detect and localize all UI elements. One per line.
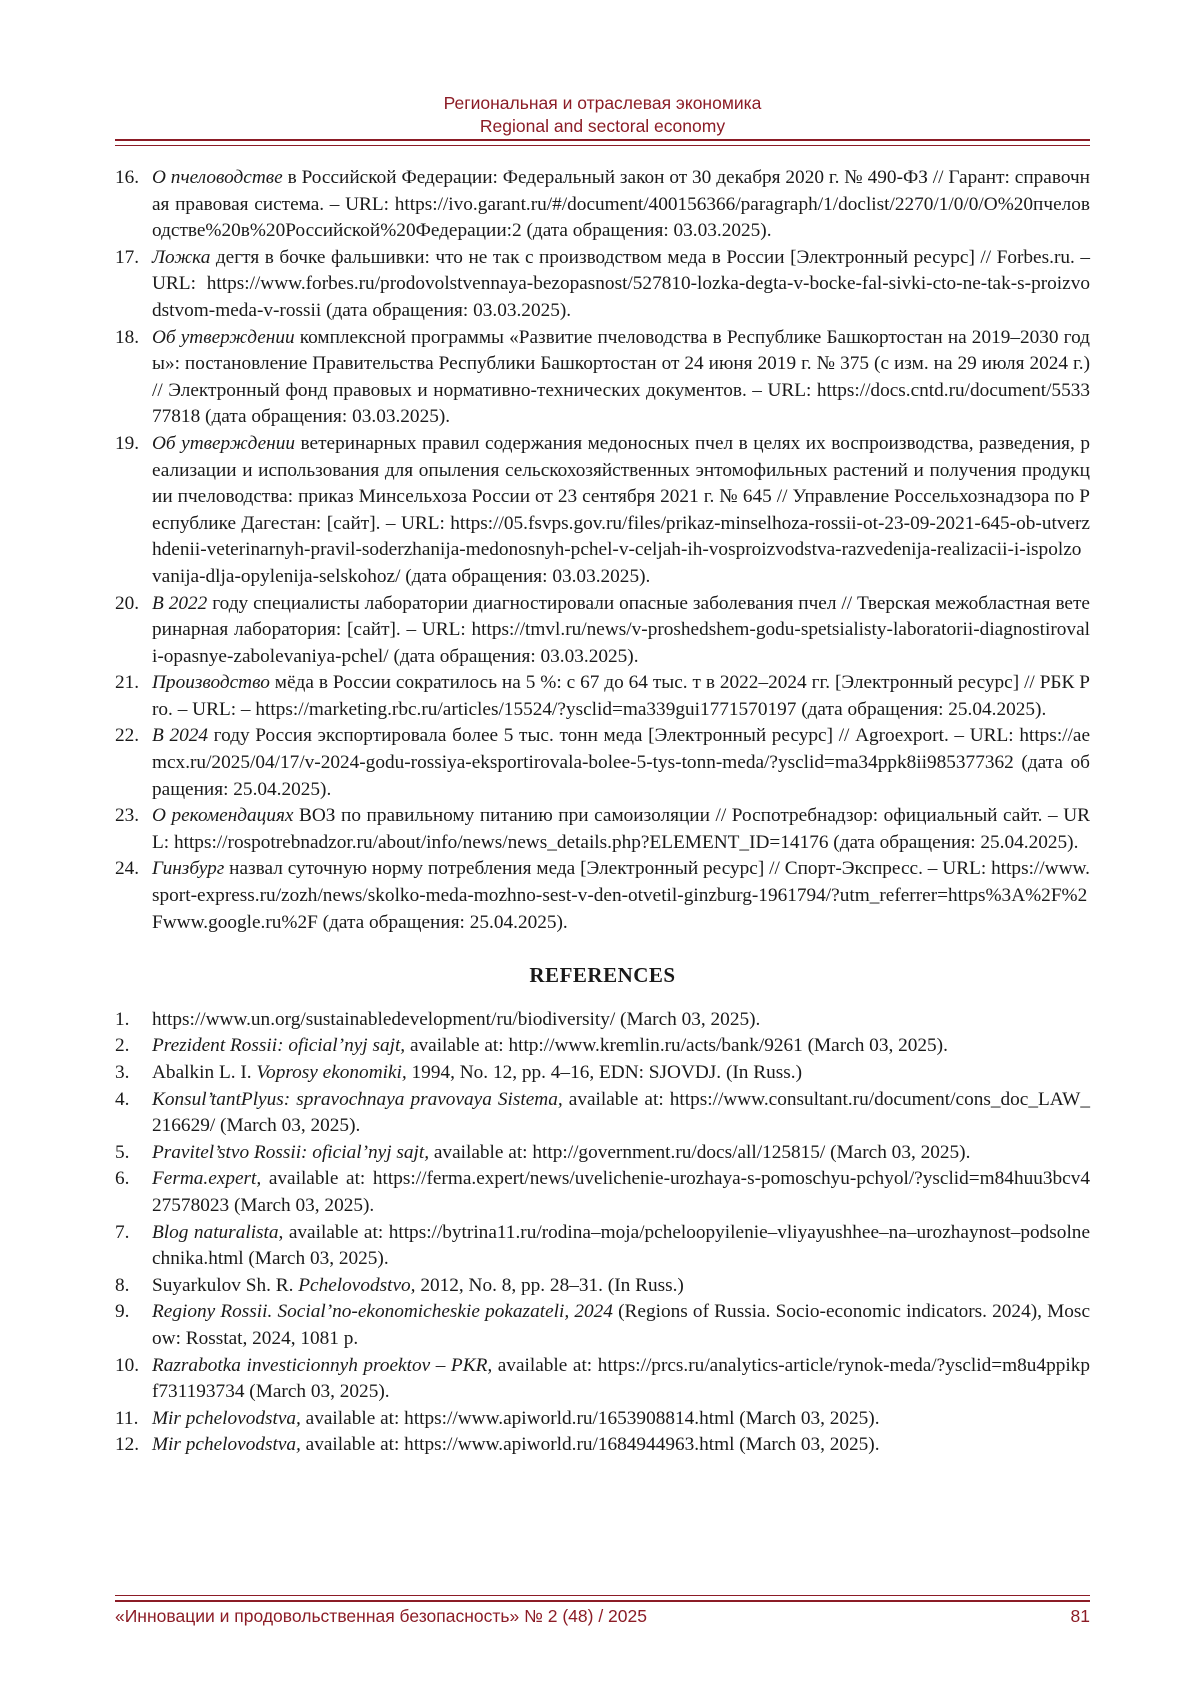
header-rule-thick (115, 139, 1090, 141)
reference-title: Regiony Rossii. Social’no-ekonomicheskie pokazateli, 2024 (152, 1301, 613, 1323)
reference-number: 16. (115, 167, 140, 188)
reference-item (115, 1060, 1090, 1087)
reference-number: 7. (115, 1221, 130, 1243)
page-content (115, 165, 1090, 1459)
reference-number: 18. (115, 326, 140, 348)
reference-item (115, 1273, 1090, 1300)
running-header-ru: Региональная и отраслевая экономика (443, 93, 762, 113)
reference-title: Pravitel’stvo Rossii: oficial’nyj sajt, (152, 1141, 430, 1163)
page-number: 81 (1070, 1606, 1090, 1626)
reference-text: (Regions of Russia. Socio-economic indicators. 2024), Moscow: Rosstat, 2024, 1081 p. (152, 1301, 1090, 1349)
reference-author: Suyarkulov Sh. R. (152, 1274, 299, 1296)
reference-text: available at: http://www.kremlin.ru/acts/bank/9261 (March 03, 2025). (405, 1035, 948, 1057)
reference-title: Гинзбург (152, 858, 225, 880)
reference-number: 20. (115, 592, 140, 614)
reference-item (115, 1087, 1090, 1140)
reference-item (115, 803, 1090, 856)
russian-reference-list (115, 165, 1090, 936)
reference-title: Blog naturalista (152, 1221, 279, 1243)
reference-item (115, 1033, 1090, 1060)
reference-number: 23. (115, 805, 140, 827)
reference-author: Abalkin L. I. (152, 1062, 257, 1083)
reference-item (115, 856, 1090, 936)
reference-title: О пчеловодстве (152, 167, 283, 188)
reference-title: В 2022 (152, 592, 208, 614)
reference-item (115, 1140, 1090, 1167)
reference-item (115, 1432, 1090, 1459)
reference-text: available at: http://government.ru/docs/all/125815/ (March 03, 2025). (429, 1141, 971, 1163)
reference-title: Razrabotka investicionnyh proektov – PKR, (152, 1354, 493, 1376)
reference-title: О рекомендациях (152, 805, 294, 827)
reference-text: available at: https://www.apiworld.ru/1653908814.html (March 03, 2025). (300, 1407, 880, 1429)
reference-number: 2. (115, 1035, 130, 1057)
reference-item (115, 1166, 1090, 1219)
english-reference-list (115, 1007, 1090, 1459)
reference-title: Об утверждении (152, 432, 296, 454)
reference-title: Ложка (152, 246, 211, 268)
reference-item (115, 1299, 1090, 1352)
reference-item (115, 1406, 1090, 1433)
reference-text: available at: https://prcs.ru/analytics-article/rynok-meda/?ysclid=m8u4ppikpf731193734 (March 03, 2025). (152, 1354, 1090, 1403)
header-rule-thin (115, 145, 1090, 146)
reference-item (115, 245, 1090, 325)
footer-rule-thick (115, 1600, 1090, 1602)
references-heading: REFERENCES (529, 963, 676, 988)
reference-number: 21. (115, 672, 140, 694)
reference-number: 3. (115, 1062, 130, 1083)
reference-text: https://www.un.org/sustainabledevelopment/ru/biodiversity/ (March 03, 2025). (152, 1008, 761, 1030)
reference-text: комплексной программы «Развитие пчеловодства в Республике Башкортостан на 2019–2030 годы»: постановление Правительства Республики Башкортостан от 24 июня 2019 г. № 375 (с изм. на 29 июля 2024 г.) // Электронный фонд правовых и нормативно-технических документов. – URL: https://docs.cntd.ru/document/553377818 (дата обращения: 03.03.2025). (152, 326, 1090, 428)
footer-journal-title: «Инновации и продовольственная безопасность» № 2 (48) / 2025 (115, 1606, 647, 1626)
reference-item (115, 670, 1090, 723)
reference-item (115, 431, 1090, 591)
reference-text: назвал суточную норму потребления меда [Электронный ресурс] // Спорт-Экспресс. – URL: https://www.sport-express.ru/zozh/news/skolko-meda-mozhno-sest-v-den-otvetil-ginzburg-1961794/?utm_referrer=https%3A%2F%2Fwww.google.ru%2F (дата обращения: 25.04.2025). (152, 858, 1090, 933)
footer-rule-thin (115, 1595, 1090, 1596)
reference-text: году Россия экспортировала более 5 тыс. тонн меда [Электронный ресурс] // Agroexport. – URL: https://aemcx.ru/2025/04/17/v-2024-godu-rossiya-eksportirovala-bolee-5-tys-tonn-meda/?ysclid=ma34ppk8ii985377362 (дата обращения: 25.04.2025). (152, 725, 1091, 800)
reference-item (115, 1353, 1090, 1406)
reference-title: Mir pchelovodstva, (152, 1434, 301, 1456)
reference-title: Pchelovodstvo, (298, 1274, 416, 1296)
reference-number: 9. (115, 1301, 130, 1323)
reference-number: 5. (115, 1141, 130, 1163)
reference-title: Prezident Rossii: oficial’nyj sajt, (152, 1035, 406, 1057)
reference-title: Mir pchelovodstva, (152, 1407, 301, 1429)
reference-item (115, 165, 1090, 245)
reference-number: 8. (115, 1274, 130, 1296)
reference-item (115, 1007, 1090, 1034)
reference-item (115, 1220, 1090, 1273)
reference-text: ветеринарных правил содержания медоносных пчел в целях их воспроизводства, разведения, реализации и использования для опыления сельскохозяйственных энтомофильных растений и получения продукции пчеловодства: приказ Минсельхоза России от 23 сентября 2021 г. № 645 // Управление Россельхознадзора по Республике Дагестан: [сайт]. – URL: https://05.fsvps.gov.ru/files/prikaz-minselhoza-rossii-ot-23-09-2021-645-ob-utverzhdenii-veterinarnyh-pravil-soderzhanija-medonosnyh-pchel-v-celjah-ih-vosproizvodstva-razvedenija-realizacii-i-ispolzovanija-dlja-opylenija-selskohoz/ (дата обращения: 03.03.2025). (152, 432, 1090, 587)
reference-number: 6. (115, 1168, 130, 1190)
reference-item (115, 591, 1090, 671)
reference-number: 17. (115, 246, 140, 268)
reference-text: ВОЗ по правильному питанию при самоизоляции // Роспотребнадзор: официальный сайт. – URL: https://rospotrebnadzor.ru/about/info/news/news_details.php?ELEMENT_ID=14176 (дата обращения: 25.04.2025). (152, 805, 1090, 853)
reference-title: В 2024 (152, 725, 209, 747)
reference-text: году специалисты лаборатории диагностировали опасные заболевания пчел // Тверская межобластная ветеринарная лаборатория: [сайт]. – URL: https://tmvl.ru/news/v-proshedshem-godu-spetsialisty-laboratorii-diagnostirovali-opasnye-zabolevaniya-pchel/ (дата обращения: 03.03.2025). (152, 592, 1090, 667)
reference-text: available at: https://www.apiworld.ru/1684944963.html (March 03, 2025). (300, 1434, 880, 1456)
reference-number: 12. (115, 1434, 140, 1456)
reference-number: 11. (115, 1407, 139, 1429)
reference-title: Производство (152, 672, 270, 694)
reference-number: 24. (115, 858, 140, 880)
reference-text: , available at: https://bytrina11.ru/rodina–moja/pcheloopyilenie–vliyayushhee–na–urozhaynost–podsolnechnika.html (March 03, 2025). (152, 1221, 1090, 1270)
reference-text: 1994, No. 12, pp. 4–16, EDN: SJOVDJ. (In Russ.) (406, 1062, 802, 1083)
reference-text: дегтя в бочке фальшивки: что не так с производством меда в России [Электронный ресурс] // Forbes.ru. – URL: https://www.forbes.ru/prodovolstvennaya-bezopasnost/527810-lozka-degta-v-bocke-fal-sivki-cto-ne-tak-s-proizvodstvom-meda-v-rossii (дата обращения: 03.03.2025). (152, 246, 1090, 321)
reference-text: 2012, No. 8, pp. 28–31. (In Russ.) (415, 1274, 684, 1296)
reference-text: available at: https://www.consultant.ru/document/cons_doc_LAW_216629/ (March 03, 2025). (152, 1088, 1090, 1137)
reference-text: мёда в России сократилось на 5 %: с 67 до 64 тыс. т в 2022–2024 гг. [Электронный ресурс] // РБК Pro. – URL: – https://marketing.rbc.ru/articles/15524/?ysclid=ma339gui1771570197 (дата обращения: 25.04.2025). (152, 672, 1090, 720)
reference-text: в Российской Федерации: Федеральный закон от 30 декабря 2020 г. № 490-ФЗ // Гарант: справочная правовая система. – URL: https://ivo.garant.ru/#/document/400156366/paragraph/1/doclist/2270/1/0/0/О%20пчеловодстве%20в%20Российской%20Федерации:2 (дата обращения: 03.03.2025). (152, 167, 1090, 242)
reference-number: 4. (115, 1088, 130, 1110)
reference-item (115, 325, 1090, 431)
reference-number: 22. (115, 725, 140, 747)
running-footer (115, 1606, 1090, 1627)
reference-number: 1. (115, 1008, 130, 1030)
reference-title: Konsul’tantPlyus: spravochnaya pravovaya Sistema, (152, 1088, 563, 1110)
running-header (115, 92, 1090, 138)
reference-item (115, 723, 1090, 803)
reference-number: 10. (115, 1354, 140, 1376)
reference-title: Ferma.expert, (152, 1168, 262, 1190)
reference-title: Об утверждении (152, 326, 295, 348)
running-header-en: Regional and sectoral economy (479, 116, 726, 136)
reference-number: 19. (115, 432, 140, 454)
reference-title: Voprosy ekonomiki, (256, 1062, 407, 1083)
reference-text: available at: https://ferma.expert/news/uvelichenie-urozhaya-s-pomoschyu-pchyol/?ysclid=m84huu3bcv427578023 (March 03, 2025). (152, 1168, 1090, 1216)
